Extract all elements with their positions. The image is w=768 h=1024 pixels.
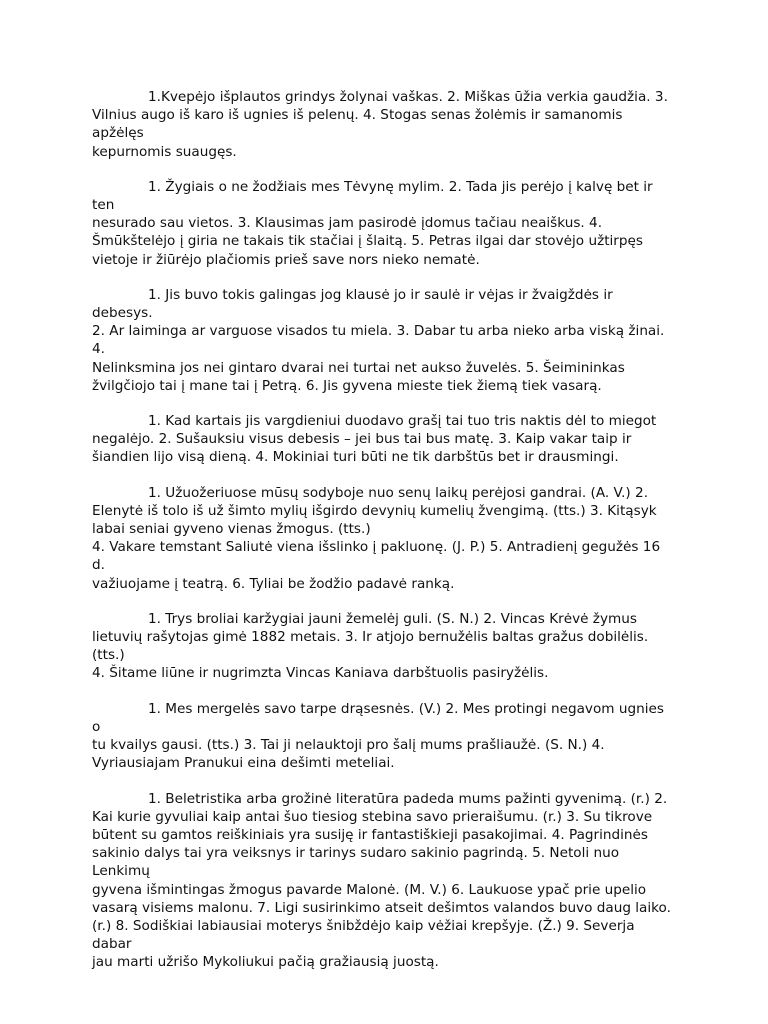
paragraph-8 — [92, 790, 676, 972]
document-page — [92, 88, 676, 989]
paragraph-5 — [92, 484, 676, 593]
text-line: Kai kurie gyvuliai kaip antai šuo tiesiog stebina savo prieraišumu. (r.) 3. Su tikrove — [92, 808, 653, 825]
text-line: 1. Mes mergelės savo tarpe drąsesnės. (V.) 2. Mes protingi negavom ugnies o — [92, 700, 664, 735]
text-line: sakinio dalys tai yra veiksnys ir tarinys sudaro sakinio pagrindą. 5. Netoli nuo Lenkimų — [92, 845, 620, 880]
text-line: Šmūkštelėjo į giria ne takais tik stačiai į šlaitą. 5. Petras ilgai dar stovėjo užtirpęs — [92, 233, 643, 250]
text-line: 1. Užuožeriuose mūsų sodyboje nuo senų laikų perėjosi gandrai. (A. V.) 2. — [148, 484, 649, 501]
text-line: Nelinksmina jos nei gintaro dvarai nei turtai net aukso žuvelės. 5. Šeimininkas — [92, 359, 625, 376]
text-line: būtent su gamtos reiškiniais yra susiję ir fantastiškieji pasakojimai. 4. Pagrindinės — [92, 826, 648, 843]
paragraph-2 — [92, 178, 676, 269]
text-line: lietuvių rašytojas gimė 1882 metais. 3. Ir atjojo bernužėlis baltas gražus dobilėlis. (tts.) — [92, 629, 649, 664]
text-line: jau marti užrišo Mykoliukui pačią gražiausią juostą. — [92, 954, 439, 971]
text-line: tu kvailys gausi. (tts.) 3. Tai ji nelauktoji pro šalį mums prašliaužė. (S. N.) 4. — [92, 737, 605, 754]
text-line: važiuojame į teatrą. 6. Tyliai be žodžio padavė ranką. — [92, 575, 455, 592]
text-line: Elenytė iš tolo iš už šimto mylių išgirdo devynių kumelių žvengimą. (tts.) 3. Kitąsyk — [92, 502, 657, 519]
text-line: 4. Šitame liūne ir nugrimzta Vincas Kaniava darbštuolis pasiryžėlis. — [92, 665, 549, 682]
text-line: nesurado sau vietos. 3. Klausimas jam pasirodė įdomus tačiau neaiškus. 4. — [92, 215, 603, 232]
text-line: 1. Trys broliai karžygiai jauni žemelėj guli. (S. N.) 2. Vincas Krėvė žymus — [148, 610, 637, 627]
text-line: gyvena išmintingas žmogus pavarde Malonė. (M. V.) 6. Laukuose ypač prie upelio — [92, 881, 647, 898]
paragraph-4 — [92, 412, 676, 467]
paragraph-7 — [92, 700, 676, 773]
text-line: 4. Vakare temstant Saliutė viena išslinko į pakluonę. (J. P.) 5. Antradienį gegužės 16 d. — [92, 539, 661, 574]
text-line: 1.Kvepėjo išplautos grindys žolynai vaškas. 2. Miškas ūžia verkia gaudžia. 3. — [148, 89, 668, 105]
text-line: negalėjo. 2. Sušauksiu visus debesis – jei bus tai bus matę. 3. Kaip vakar taip ir — [92, 431, 632, 448]
text-line: Vyriausiajam Pranukui eina dešimti meteliai. — [92, 755, 395, 772]
paragraph-1 — [92, 88, 676, 161]
text-line: labai seniai gyveno vienas žmogus. (tts.) — [92, 521, 371, 538]
paragraph-6 — [92, 610, 676, 683]
text-line: vasarą visiems malonu. 7. Ligi susirinkimo atseit dešimtos valandos buvo daug laiko. — [92, 899, 671, 916]
text-line: šiandien lijo visą dieną. 4. Mokiniai turi būti ne tik darbštūs bet ir drausmingi. — [92, 449, 619, 466]
text-line: (r.) 8. Sodiškiai labiausiai moterys šnibždėjo kaip vėžiai krepšyje. (Ž.) 9. Severja dabar — [92, 917, 635, 953]
text-line: kepurnomis suaugęs. — [92, 143, 237, 160]
text-line: 1. Beletristika arba grožinė literatūra padeda mums pažinti gyvenimą. (r.) 2. — [148, 790, 668, 807]
text-line: Vilnius augo iš karo iš ugnies iš pelenų. 4. Stogas senas žolėmis ir samanomis apžėlęs — [92, 107, 623, 142]
text-line: žvilgčiojo tai į mane tai į Petrą. 6. Jis gyvena mieste tiek žiemą tiek vasarą. — [92, 377, 602, 394]
text-line: 2. Ar laiminga ar varguose visados tu miela. 3. Dabar tu arba nieko arba viską žinai. 4. — [92, 323, 665, 358]
paragraph-3 — [92, 286, 676, 395]
text-line: 1. Kad kartais jis vargdieniui duodavo grašį tai tuo tris naktis dėl to miegot — [148, 413, 657, 430]
text-line: 1. Žygiais o ne žodžiais mes Tėvynę mylim. 2. Tada jis perėjo į kalvę bet ir ten — [92, 178, 653, 214]
text-line: 1. Jis buvo tokis galingas jog klausė jo ir saulė ir vėjas ir žvaigždės ir debesys. — [92, 286, 613, 322]
text-line: vietoje ir žiūrėjo plačiomis prieš save nors nieko nematė. — [92, 251, 480, 268]
